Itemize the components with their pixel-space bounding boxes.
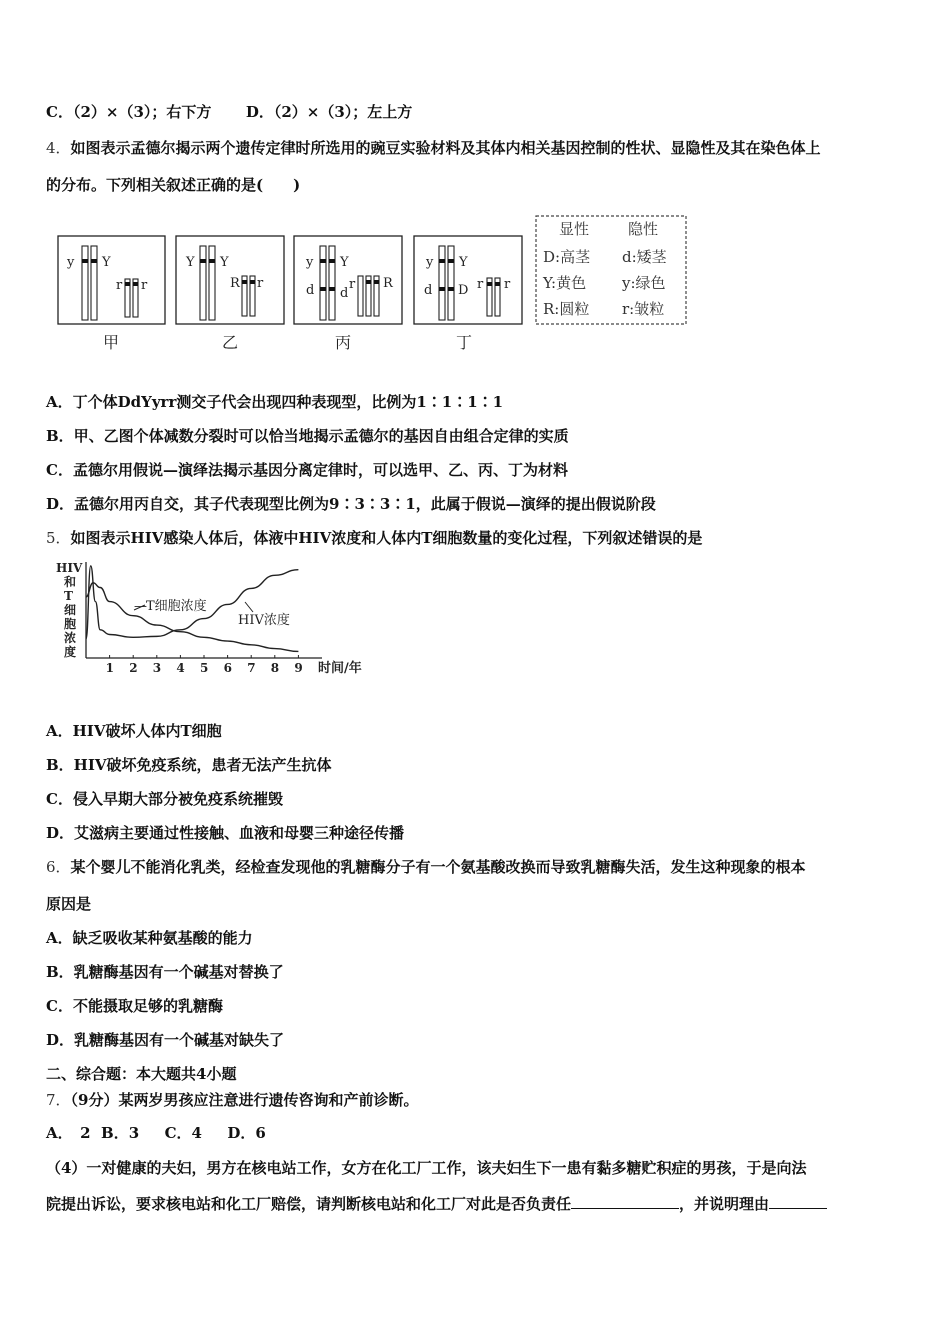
gene-label: Y	[340, 255, 349, 270]
panel-label-ding: 丁	[456, 333, 473, 352]
q7-options: A． 2 B．3 C．4 D．6	[46, 1124, 266, 1142]
q5-stem	[46, 528, 702, 548]
legend-header-dominant: 显性	[559, 220, 590, 238]
q4-stem-text1: 如图表示孟德尔揭示两个遗传定律时所选用的豌豆实验材料及其体内相关基因控制的性状、显隐性及其在染色体上	[70, 139, 821, 157]
x-tick-label: 2	[129, 661, 138, 675]
gene-label: Y	[459, 255, 468, 270]
gene-label: r	[477, 277, 484, 292]
legend-dominant-r: R:圆粒	[543, 300, 590, 318]
gene-label: r	[141, 278, 148, 293]
ylabel-char: 细	[64, 603, 77, 617]
q5-option-c: C．侵入早期大部分被免疫系统摧毁	[46, 790, 283, 808]
q6-option-d: D．乳糖酶基因有一个碱基对缺失了	[46, 1031, 285, 1049]
q7-stem	[46, 1090, 419, 1110]
ylabel-char: HIV	[56, 561, 83, 575]
q4-figure	[50, 210, 700, 360]
q4-option-d: D．孟德尔用丙自交，其子代表现型比例为9∶3∶3∶1，此属于假说—演绎的提出假说阶段	[46, 495, 656, 513]
q4-number: 4．	[46, 139, 71, 157]
ylabel-char: 胞	[64, 617, 77, 631]
answer-blank-1[interactable]	[571, 1194, 679, 1209]
q4-option-b: B．甲、乙图个体减数分裂时可以恰当地揭示孟德尔的基因自由组合定律的实质	[46, 427, 569, 445]
t-cell-label: T细胞浓度	[146, 599, 207, 614]
q4-option-a: A．丁个体DdYyrr测交子代会出现四种表现型，比例为1∶1∶1∶1	[46, 393, 504, 411]
gene-label: d	[340, 286, 349, 301]
x-tick-label: 4	[176, 661, 185, 675]
q5-option-b: B．HIV破坏免疫系统，患者无法产生抗体	[46, 756, 332, 774]
x-tick-label: 3	[152, 661, 162, 675]
legend-header-recessive: 隐性	[628, 220, 659, 238]
x-tick-label: 9	[294, 661, 303, 675]
gene-label: r	[504, 277, 511, 292]
gene-label: r	[257, 276, 264, 291]
gene-label: D	[458, 283, 469, 298]
answer-blank-2[interactable]	[769, 1194, 827, 1209]
ylabel-char: 度	[64, 645, 77, 659]
legend-dominant-y: Y:黄色	[543, 274, 587, 292]
q6-option-c: C．不能摄取足够的乳糖酶	[46, 997, 223, 1015]
q7-number: 7．	[46, 1091, 71, 1109]
t-cell-leader: —	[134, 599, 147, 614]
q6-option-b: B．乳糖酶基因有一个碱基对替换了	[46, 963, 284, 981]
q3-option-d: D．（2）×（3）；左上方	[245, 103, 413, 121]
q7-part4-line1: （4）一对健康的夫妇，男方在核电站工作，女方在化工厂工作，该夫妇生下一患有黏多糖贮积症的男孩，于是向法	[46, 1159, 807, 1177]
legend-recessive-y: y:绿色	[622, 274, 666, 292]
hiv-pointer	[245, 602, 253, 612]
q6-stem-line1	[46, 857, 806, 877]
q3-option-c: C．（2）×（3）；右下方	[46, 103, 212, 121]
panel-label-yi: 乙	[222, 333, 239, 352]
q6-option-a: A．缺乏吸收某种氨基酸的能力	[46, 929, 253, 947]
q7-part4-text: 院提出诉讼，要求核电站和化工厂赔偿，请判断核电站和化工厂对此是否负责任	[46, 1195, 572, 1213]
q5-chart	[50, 558, 390, 688]
chart-ylabel	[56, 561, 83, 659]
gene-label: Y	[186, 255, 195, 270]
q3-options	[46, 102, 412, 122]
q4-stem-line1	[46, 138, 821, 158]
legend-recessive-r: r:皱粒	[622, 300, 665, 318]
q5-option-d: D．艾滋病主要通过性接触、血液和母婴三种途径传播	[46, 824, 405, 842]
panel-jia-frame	[58, 236, 165, 324]
gene-label: R	[383, 276, 393, 291]
gene-label: R	[230, 276, 240, 291]
q7-part4-mid: ，并说明理由	[679, 1195, 770, 1213]
ylabel-char: 和	[64, 575, 77, 589]
legend	[542, 220, 669, 318]
legend-dominant-d: D:高茎	[543, 248, 591, 266]
x-tick-label: 7	[247, 661, 256, 675]
chart-xlabel: 时间/年	[318, 661, 362, 676]
x-tick-label: 6	[223, 661, 232, 675]
gene-label: y	[306, 255, 314, 270]
q5-number: 5．	[46, 529, 71, 547]
gene-label: d	[306, 283, 315, 298]
panel-label-jia: 甲	[103, 333, 120, 352]
gene-label: y	[426, 255, 434, 270]
q5-option-a: A．HIV破坏人体内T细胞	[46, 722, 222, 740]
gene-label: r	[349, 277, 356, 292]
panel-label-bing: 丙	[335, 333, 352, 352]
q6-number: 6．	[46, 858, 71, 876]
gene-label: d	[424, 283, 433, 298]
x-tick-label: 5	[200, 661, 209, 675]
x-tick-label: 1	[105, 661, 114, 675]
gene-label: Y	[102, 255, 111, 270]
q5-stem-text: 如图表示HIV感染人体后，体液中HIV浓度和人体内T细胞数量的变化过程，下列叙述错误的是	[70, 529, 703, 547]
gene-label: y	[67, 255, 75, 270]
q7-stem-text: （9分）某两岁男孩应注意进行遗传咨询和产前诊断。	[70, 1091, 419, 1109]
q4-stem-line2: 的分布。下列相关叙述正确的是( )	[46, 176, 301, 194]
x-tick-label: 8	[270, 661, 280, 675]
legend-recessive-d: d:矮茎	[622, 248, 667, 266]
q6-stem-line2: 原因是	[46, 895, 92, 913]
q6-stem-text1: 某个婴儿不能消化乳类，经检查发现他的乳糖酶分子有一个氨基酸改换而导致乳糖酶失活，发生这种现象的根本	[70, 858, 806, 876]
q4-option-c: C．孟德尔用假说—演绎法揭示基因分离定律时，可以选甲、乙、丙、丁为材料	[46, 461, 568, 479]
hiv-label: HIV浓度	[238, 613, 290, 628]
ylabel-char: T	[64, 589, 73, 603]
q7-part4-line2	[46, 1194, 827, 1214]
ylabel-char: 浓	[64, 631, 77, 645]
gene-label: Y	[220, 255, 229, 270]
gene-label: r	[116, 278, 123, 293]
section-2-title: 二、综合题：本大题共4小题	[46, 1065, 237, 1083]
